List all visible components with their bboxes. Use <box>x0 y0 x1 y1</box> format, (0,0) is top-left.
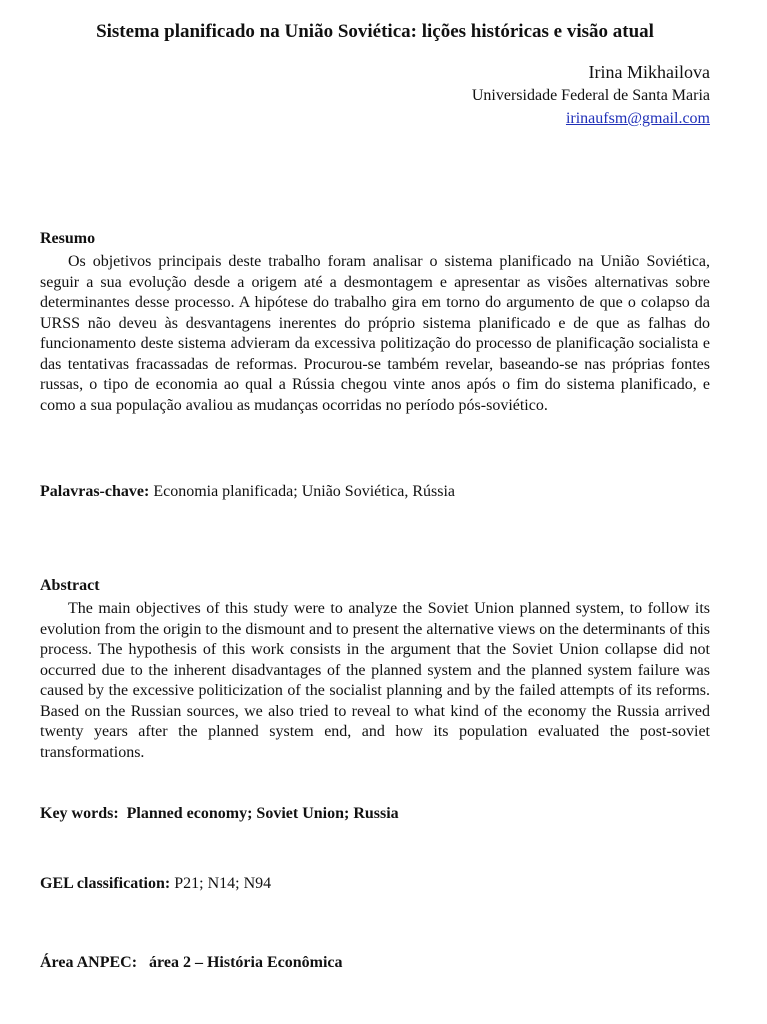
abstract-heading: Abstract <box>40 577 100 594</box>
gel-classification-line <box>40 874 271 894</box>
gel-classification-value: P21; N14; N94 <box>170 875 272 892</box>
abstract-paragraph: The main objectives of this study were to analyze the Soviet Union planned system, to follow its evolution from the origin to the dismount and to present the alternative views on the determinants of this process. The hypothesis of this work consists in the argument that the Soviet Union collapse did not occurred due to the inherent disadvantages of the planned system and the planned system failure was caused by the excessive politicization of the socialist planning and by the failed attempts of its reforms. Based on the Russian sources, we also tried to reveal to what kind of the economy the Russia arrived twenty years after the planned system end, and how its population evaluated the post-soviet transformations. <box>40 600 710 761</box>
paper-title: Sistema planificado na União Soviética: lições históricas e visão atual <box>96 21 654 42</box>
palavras-chave-label: Palavras-chave: <box>40 483 150 500</box>
area-anpec-label: Área ANPEC: <box>40 954 138 971</box>
key-words-value: Planned economy; Soviet Union; Russia <box>118 805 399 822</box>
author-email-link[interactable]: irinaufsm@gmail.com <box>565 110 710 127</box>
resumo-heading: Resumo <box>40 230 96 247</box>
resumo-paragraph: Os objetivos principais deste trabalho foram analisar o sistema planificado na União Soviética, seguir a sua evolução desde a origem até a desmontagem e apresentar as visões alternativas sobre determinantes desse processo. A hipótese do trabalho gira em torno do argumento de que o colapso da URSS não deveu às desvantagens inerentes do próprio sistema planificado e de que as falhas do funcionamento deste sistema advieram da excessiva politização do processo de planificação socialista e das tentativas fracassadas de reformas. Procurou-se também revelar, baseando-se nas próprias fontes russas, o tipo de economia ao qual a Rússia chegou vinte anos após o fim do sistema planificado, e como a sua população avaliou as mudanças ocorridas no período pós-soviético. <box>40 253 710 414</box>
key-words-line <box>40 804 399 824</box>
author-affiliation: Universidade Federal de Santa Maria <box>471 87 710 104</box>
author-block <box>40 60 710 130</box>
palavras-chave-line <box>40 482 455 502</box>
key-words-label: Key words: <box>40 805 119 822</box>
gel-classification-label: GEL classification: <box>40 875 171 892</box>
area-anpec-line <box>40 953 342 973</box>
area-anpec-value: área 2 – História Econômica <box>137 954 343 971</box>
palavras-chave-value: Economia planificada; União Soviética, Rússia <box>149 483 456 500</box>
author-name: Irina Mikhailova <box>588 62 710 82</box>
